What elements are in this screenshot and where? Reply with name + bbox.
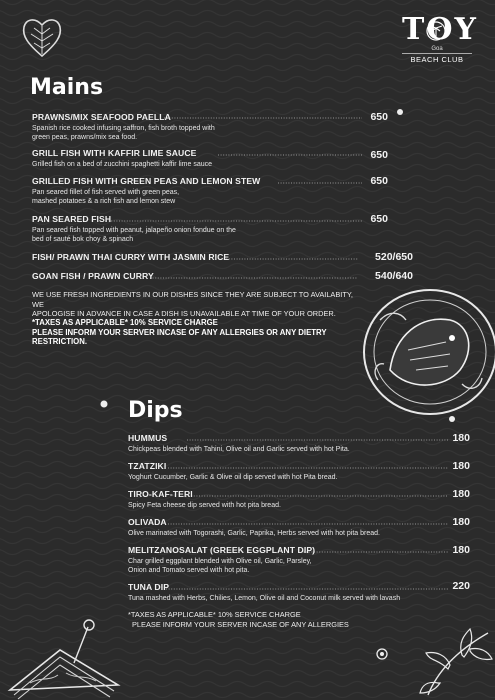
item-name: HUMMUS bbox=[128, 433, 168, 443]
menu-item bbox=[128, 582, 458, 603]
tax-line: RESTRICTION. bbox=[32, 337, 88, 347]
item-price: 650 bbox=[370, 111, 388, 123]
item-price: 650 bbox=[370, 175, 388, 187]
item-price: 180 bbox=[452, 516, 470, 528]
item-desc: Char grilled eggplant blended with Olive oil, Garlic, Parsley, bbox=[128, 558, 312, 565]
tax-line: *TAXES AS APPLICABLE* 10% SERVICE CHARGE bbox=[32, 318, 218, 327]
item-price: 220 bbox=[452, 580, 470, 592]
menu-item bbox=[128, 517, 448, 538]
mains-title: Mains bbox=[30, 75, 104, 100]
menu-item bbox=[128, 461, 448, 482]
menu-item bbox=[128, 545, 448, 575]
item-price: 540/640 bbox=[375, 270, 413, 282]
item-name: FISH/ PRAWN THAI CURRY WITH JASMIN RICE bbox=[32, 252, 230, 262]
menu-item bbox=[32, 176, 352, 206]
tax-line: PLEASE INFORM YOUR SERVER INCASE OF ANY ALLERGIES OR ANY DIETRY bbox=[32, 327, 327, 337]
menu-item bbox=[32, 252, 362, 262]
item-name: MELITZANOSALAT (GREEK EGGPLANT DIP) bbox=[128, 545, 316, 555]
item-price: 180 bbox=[452, 432, 470, 444]
menu-item bbox=[128, 489, 448, 510]
item-desc: green peas, prawns/mix sea food. bbox=[32, 134, 138, 141]
item-desc: Spicy Feta cheese dip served with hot pita bread. bbox=[128, 502, 281, 509]
logo-location: Goa bbox=[431, 46, 443, 52]
item-desc: Onion and Tomato served with hot pita. bbox=[128, 567, 250, 574]
item-desc: Pan seared fillet of fish served with green peas, bbox=[32, 189, 180, 196]
item-desc: Yoghurt Cucumber, Garlic & Olive oil dip served with hot Pita bread. bbox=[128, 474, 338, 481]
disclaimer-line: APOLOGISE IN ADVANCE IN CASE A DISH IS UNAVAILABLE AT TIME OF YOUR ORDER. bbox=[32, 309, 336, 318]
item-name: TUNA DIP bbox=[128, 582, 170, 592]
item-desc: Spanish rice cooked infusing saffron, fish broth topped with bbox=[32, 125, 215, 132]
item-name: GOAN FISH / PRAWN CURRY bbox=[32, 271, 154, 281]
item-price: 180 bbox=[452, 544, 470, 556]
item-desc: Tuna mashed with Herbs, Chilies, Lemon, Olive oil and Coconut milk served with lavash bbox=[128, 595, 401, 602]
item-name: PRAWNS/MIX SEAFOOD PAELLA bbox=[32, 112, 171, 122]
sandwich-illustration bbox=[0, 615, 130, 700]
menu-item bbox=[128, 433, 448, 454]
item-name: PAN SEARED FISH bbox=[32, 214, 112, 224]
menu-item bbox=[32, 148, 352, 169]
item-name: OLIVADA bbox=[128, 517, 167, 527]
item-price: 520/650 bbox=[375, 251, 413, 263]
dips-tax-note bbox=[128, 610, 448, 629]
item-price: 180 bbox=[452, 488, 470, 500]
item-name: GRILLED FISH WITH GREEN PEAS AND LEMON STEW bbox=[32, 176, 261, 186]
logo-subtitle: BEACH CLUB bbox=[402, 53, 472, 64]
mains-tax-note bbox=[32, 318, 362, 347]
item-name: TZATZIKI bbox=[128, 461, 167, 471]
menu-item bbox=[32, 271, 362, 281]
mains-disclaimer bbox=[32, 290, 362, 319]
item-desc: bed of sauté bok choy & spinach bbox=[32, 236, 134, 243]
item-desc: Chickpeas blended with Tahini, Olive oil and Garlic served with hot Pita. bbox=[128, 446, 350, 453]
item-price: 650 bbox=[370, 213, 388, 225]
item-desc: mashed potatoes & a rich fish and lemon stew bbox=[32, 198, 176, 205]
item-desc: Pan seared fish topped with peanut, jalapeño onion fondue on the bbox=[32, 227, 236, 234]
brand-logo bbox=[402, 12, 478, 64]
item-desc: Olive marinated with Togorashi, Garlic, Paprika, Herbs served with hot pita bread. bbox=[128, 530, 380, 537]
menu-item bbox=[32, 112, 352, 142]
herb-leaf-illustration bbox=[418, 625, 495, 700]
disclaimer-line: WE USE FRESH INGREDIENTS IN OUR DISHES SINCE THEY ARE SUBJECT TO AVAILABITY, WE bbox=[32, 290, 353, 309]
logo-brand: TOY bbox=[402, 12, 478, 47]
item-name: GRILL FISH WITH KAFFIR LIME SAUCE bbox=[32, 148, 197, 158]
item-name: TIRO-KAF-TERI bbox=[128, 489, 193, 499]
dips-title: Dips bbox=[128, 398, 183, 423]
tax-line: *TAXES AS APPLICABLE* 10% SERVICE CHARGE bbox=[128, 610, 301, 619]
item-price: 180 bbox=[452, 460, 470, 472]
item-desc: Grilled fish on a bed of zucchini spaghetti kaffir lime sauce bbox=[32, 161, 213, 168]
menu-item bbox=[32, 214, 352, 244]
tax-line: PLEASE INFORM YOUR SERVER INCASE OF ANY ALLERGIES bbox=[132, 619, 349, 629]
item-price: 650 bbox=[370, 149, 388, 161]
